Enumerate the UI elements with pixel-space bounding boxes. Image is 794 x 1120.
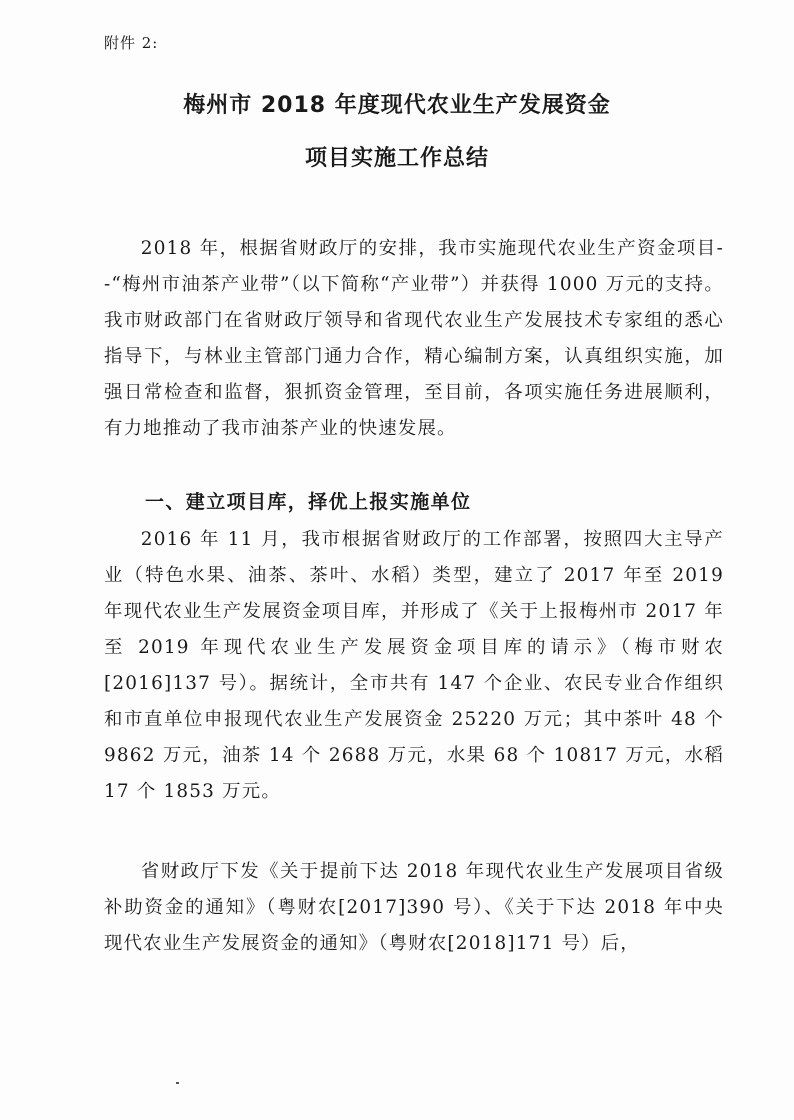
- document-title-line1: 梅州市 2018 年度现代农业生产发展资金: [183, 93, 611, 118]
- paragraph-provincial-notice: 省财政厅下发《关于提前下达 2018 年现代农业生产发展项目省级补助资金的通知》（粤财农[2017]390 号）、《关于下达 2018 年中央现代农业生产发展资金的通知》（粤财农[2018]171 号）后，: [104, 861, 724, 954]
- scan-artifact-dot: [176, 1082, 179, 1084]
- document-title-line2: 项目实施工作总结: [304, 146, 489, 171]
- paragraph-intro: 2018 年，根据省财政厅的安排，我市实施现代农业生产资金项目--“梅州市油茶产业带”（以下简称“产业带”）并获得 1000 万元的支持。我市财政部门在省财政厅领导和省现代农业生产发展技术专家组的悉心指导下，与林业主管部门通力合作，精心编制方案，认真组织实施，加强日常检查和监督，狠抓资金管理，至目前，各项实施任务进展顺利，有力地推动了我市油茶产业的快速发展。: [104, 238, 724, 439]
- section-heading-1: 一、建立项目库，择优上报实施单位: [145, 491, 472, 513]
- attachment-label: 附件 2:: [104, 34, 159, 52]
- paragraph-project-library: 2016 年 11 月，我市根据省财政厅的工作部署，按照四大主导产业（特色水果、油茶、茶叶、水稻）类型，建立了 2017 年至 2019 年现代农业生产发展资金项目库，并形成了《关于上报梅州市 2017 年至 2019 年现代农业生产发展资金项目库的请示》（梅市财农[2016]137 号）。据统计，全市共有 147 个企业、农民专业合作组织和市直单位申报现代农业生产发展资金 25220 万元；其中茶叶 48 个 9862 万元，油茶 14 个 2688 万元，水果 68 个 10817 万元，水稻 17 个 1853 万元。: [104, 529, 724, 802]
